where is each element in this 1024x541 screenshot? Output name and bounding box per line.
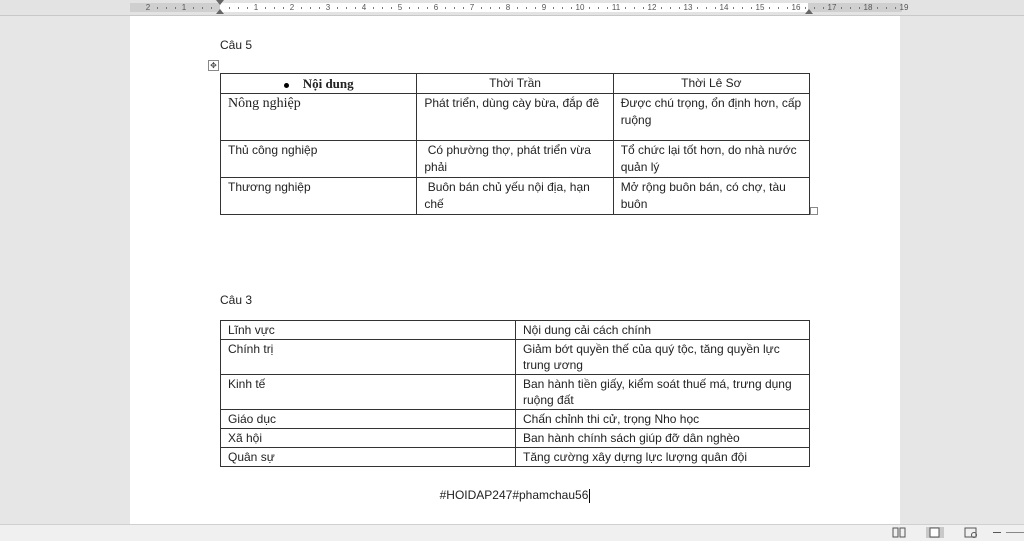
footer-hashtag-line	[130, 488, 900, 503]
ruler-dot	[895, 7, 896, 9]
table-cell: Nông nghiệp	[221, 94, 417, 141]
ruler-dot	[805, 7, 806, 9]
ruler-dot	[202, 7, 203, 9]
table-move-handle-icon[interactable]: ✥	[208, 60, 219, 71]
ruler-dot	[517, 7, 518, 9]
table-cell: Tổ chức lại tốt hơn, do nhà nước quản lý	[613, 141, 809, 178]
cau5-heading: Câu 5	[220, 38, 253, 52]
ruler-tick-label: 11	[611, 3, 621, 12]
table-cell: Thương nghiệp	[221, 178, 417, 215]
table-cell: Chấn chỉnh thi cử, trọng Nho học	[516, 410, 810, 429]
ruler-dot	[157, 7, 158, 9]
ruler-tick-label: 3	[325, 3, 331, 12]
ruler-dot	[742, 7, 743, 9]
bullet-icon	[284, 83, 289, 88]
ruler-dot	[562, 7, 563, 9]
ruler-dot	[589, 7, 590, 9]
table-row	[221, 141, 810, 178]
ruler-dot	[229, 7, 230, 9]
table-row	[221, 340, 810, 375]
ruler-dot	[850, 7, 851, 9]
table-cell: Thủ công nghiệp	[221, 141, 417, 178]
header-cell	[613, 74, 809, 94]
ruler-dot	[211, 7, 212, 9]
ruler-dot	[706, 7, 707, 9]
table-cell: Giáo dục	[221, 410, 516, 429]
ruler-dot	[607, 7, 608, 9]
ruler-dot	[355, 7, 356, 9]
ruler-tick-label: 1	[181, 3, 187, 12]
ruler-tick-label: 12	[647, 3, 657, 12]
right-indent-marker[interactable]	[805, 9, 813, 14]
ruler-dot	[346, 7, 347, 9]
text-cursor	[589, 489, 590, 503]
table-row	[221, 94, 810, 141]
web-layout-icon[interactable]	[964, 527, 978, 538]
table-row	[221, 178, 810, 215]
ruler-dot	[166, 7, 167, 9]
table-row	[221, 321, 810, 340]
ruler-tick-label: 15	[755, 3, 765, 12]
table-row	[221, 429, 810, 448]
ruler-dot	[769, 7, 770, 9]
document-page[interactable]	[130, 16, 900, 524]
ruler-dot	[571, 7, 572, 9]
ruler-dot	[238, 7, 239, 9]
ruler-dot	[625, 7, 626, 9]
table-header-row	[221, 74, 810, 94]
ruler-dot	[643, 7, 644, 9]
ruler-dot	[553, 7, 554, 9]
ruler-dot	[535, 7, 536, 9]
ruler-tick-label: 18	[863, 3, 873, 12]
ruler-dot	[697, 7, 698, 9]
first-line-indent-marker[interactable]	[216, 0, 224, 5]
ruler-dot	[445, 7, 446, 9]
table-cell: Buôn bán chủ yếu nội địa, hạn chế	[417, 178, 613, 215]
table-cell: Quân sự	[221, 448, 516, 467]
ruler-tick-label: 4	[361, 3, 367, 12]
ruler-dot	[481, 7, 482, 9]
table-cell: Chính trị	[221, 340, 516, 375]
ruler-dot	[778, 7, 779, 9]
ruler-tick-label: 5	[397, 3, 403, 12]
table-row	[221, 410, 810, 429]
ruler-dot	[265, 7, 266, 9]
table-row	[221, 448, 810, 467]
table-cell: Có phường thợ, phát triển vừa phải	[417, 141, 613, 178]
table-cell: Mở rộng buôn bán, có chợ, tàu buôn	[613, 178, 809, 215]
ruler-dot	[526, 7, 527, 9]
ruler-dot	[283, 7, 284, 9]
ruler-dot	[598, 7, 599, 9]
ruler-dot	[634, 7, 635, 9]
ruler-dot	[409, 7, 410, 9]
ruler-tick-label: 10	[575, 3, 585, 12]
ruler-dot	[310, 7, 311, 9]
ruler-dot	[733, 7, 734, 9]
ruler-dot	[886, 7, 887, 9]
ruler-tick-label: 2	[145, 3, 151, 12]
horizontal-ruler[interactable]	[0, 0, 1024, 16]
ruler-dot	[499, 7, 500, 9]
table-row	[221, 375, 810, 410]
ruler-tick-label: 13	[683, 3, 693, 12]
ruler-dot	[661, 7, 662, 9]
header-cell	[417, 74, 613, 94]
ruler-dot	[382, 7, 383, 9]
zoom-out-icon[interactable]	[993, 532, 1001, 533]
ruler-dot	[274, 7, 275, 9]
ruler-tick-label: 6	[433, 3, 439, 12]
ruler-dot	[715, 7, 716, 9]
ruler-dot	[877, 7, 878, 9]
table-cell: Kinh tế	[221, 375, 516, 410]
ruler-dot	[427, 7, 428, 9]
ruler-dot	[841, 7, 842, 9]
ruler-dot	[193, 7, 194, 9]
ruler-tick-label: 8	[505, 3, 511, 12]
ruler-tick-label: 7	[469, 3, 475, 12]
ruler-dot	[823, 7, 824, 9]
table-cell: Phát triển, dùng cày bừa, đắp đê	[417, 94, 613, 141]
cau3-table	[220, 320, 810, 467]
status-bar	[0, 524, 1024, 541]
ruler-tick-label: 1	[253, 3, 259, 12]
header-thoi-le-so: Thời Lê Sơ	[681, 76, 742, 90]
ruler-dot	[319, 7, 320, 9]
cau5-table	[220, 73, 810, 215]
table-cell: Lĩnh vực	[221, 321, 516, 340]
table-cell: Giảm bớt quyền thế của quý tộc, tăng quyền lực trung ương	[516, 340, 810, 375]
table-cell: Ban hành tiền giấy, kiểm soát thuế má, trưng dụng ruộng đất	[516, 375, 810, 410]
table-cell: Được chú trọng, ổn định hơn, cấp ruộng	[613, 94, 809, 141]
ruler-dot	[337, 7, 338, 9]
ruler-dot	[454, 7, 455, 9]
ruler-tick-label: 14	[719, 3, 729, 12]
ruler-tick-label: 17	[827, 3, 837, 12]
ruler-tick-label: 9	[541, 3, 547, 12]
ruler-dot	[418, 7, 419, 9]
zoom-slider[interactable]	[1006, 532, 1024, 533]
ruler-dot	[391, 7, 392, 9]
ruler-dot	[373, 7, 374, 9]
header-thoi-tran: Thời Trần	[489, 76, 541, 90]
left-indent-marker[interactable]	[216, 9, 224, 14]
table-cell: Nội dung cải cách chính	[516, 321, 810, 340]
ruler-tick-label: 2	[289, 3, 295, 12]
ruler-dot	[463, 7, 464, 9]
ruler-dot	[679, 7, 680, 9]
ruler-dot	[787, 7, 788, 9]
table-cell: Ban hành chính sách giúp đỡ dân nghèo	[516, 429, 810, 448]
ruler-tick-label: 16	[791, 3, 801, 12]
ruler-dot	[670, 7, 671, 9]
ruler-dot	[301, 7, 302, 9]
table-cell: Xã hội	[221, 429, 516, 448]
cau3-heading: Câu 3	[220, 293, 253, 307]
ruler-dot	[859, 7, 860, 9]
header-cell	[221, 74, 417, 94]
hashtag-text: #HOIDAP247#phamchau56	[439, 488, 589, 502]
ruler-tick-label: 19	[899, 3, 909, 12]
table-resize-handle[interactable]	[810, 207, 818, 215]
read-mode-icon[interactable]	[892, 527, 906, 538]
print-layout-icon[interactable]	[926, 527, 944, 538]
ruler-dot	[247, 7, 248, 9]
ruler-dot	[814, 7, 815, 9]
ruler-dot	[175, 7, 176, 9]
ruler-dot	[751, 7, 752, 9]
ruler-dot	[490, 7, 491, 9]
table-cell: Tăng cường xây dựng lực lượng quân đội	[516, 448, 810, 467]
header-noi-dung: Nội dung	[302, 76, 354, 91]
